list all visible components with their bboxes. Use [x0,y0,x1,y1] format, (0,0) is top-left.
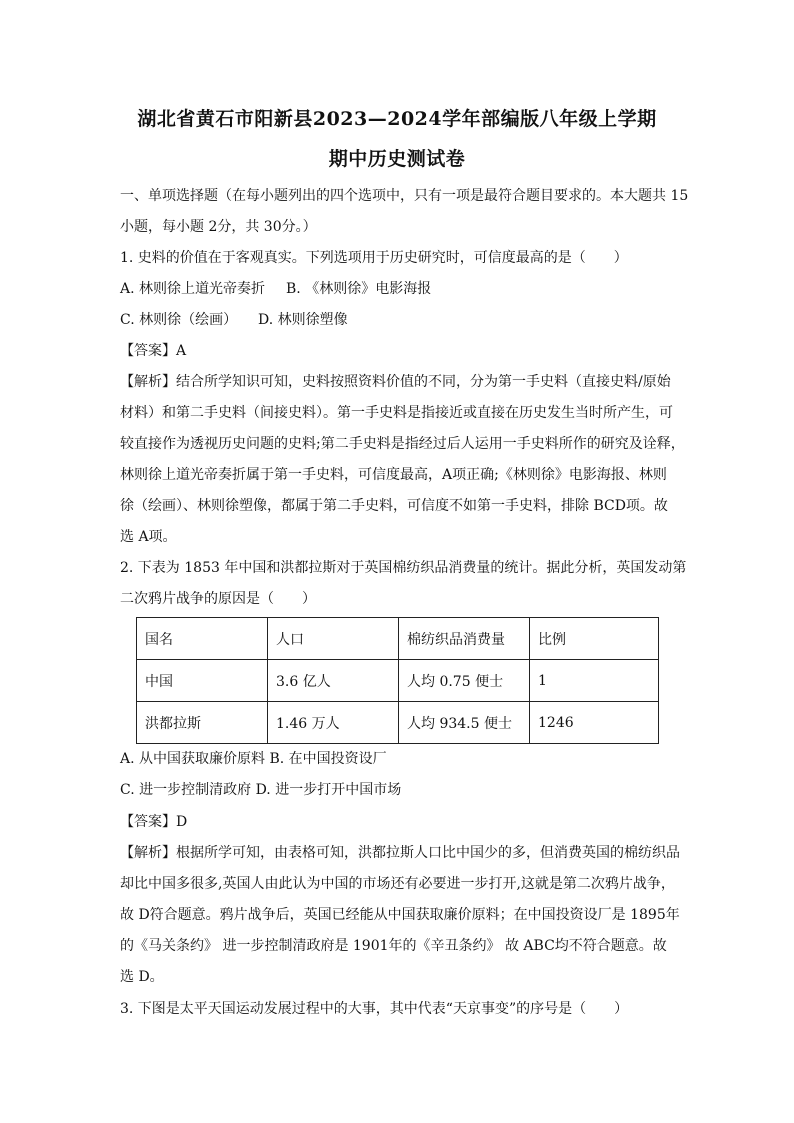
table-cell: 人均 934.5 便士 [399,702,530,744]
section-instruction-line2: 小题，每小题 2分，共 30分。） [120,219,317,235]
table-cell: 人均 0.75 便士 [399,660,530,702]
q2-data-table [136,617,659,744]
table-cell: 1.46 万人 [268,702,399,744]
q2-explain-line: 【解析】根据所学可知，由表格可知，洪都拉斯人口比中国少的多，但消费英国的棉纺织品 [120,845,680,861]
q2-stem-line1: 2. 下表为 1853 年中国和洪都拉斯对于英国棉纺织品消费量的统计。据此分析，英国发动第 [120,560,687,576]
table-cell: 洪都拉斯 [137,702,268,744]
q1-explain-line: 【解析】结合所学知识可知，史料按照资料价值的不同，分为第一手史料（直接史料/原始 [120,374,671,390]
q1-option-d: D. 林则徐塑像 [258,312,348,328]
q1-explain-line: 林则徐上道光帝奏折属于第一手史料，可信度最高，A项正确;《林则徐》电影海报、林则 [120,467,667,483]
q1-options-row2 [120,310,680,330]
q1-stem: 1. 史料的价值在于客观真实。下列选项用于历史研究时，可信度最高的是（ ） [120,250,628,266]
table-row [137,702,659,744]
section-instruction-line1: 一、单项选择题（在每小题列出的四个选项中，只有一项是最符合题目要求的。本大题共 15 [120,188,689,204]
q2-explain-line: 的《马关条约》 进一步控制清政府是 1901年的《辛丑条约》 故 ABC均不符合题意。故 [120,938,667,954]
table-cell: 1 [530,660,659,702]
q2-options-row1: A. 从中国获取廉价原料 B. 在中国投资设厂 [120,751,387,767]
table-cell: 中国 [137,660,268,702]
q1-option-c: C. 林则徐（绘画） [120,312,238,328]
table-cell: 3.6 亿人 [268,660,399,702]
page-title-line1: 湖北省黄石市阳新县2023—2024学年部编版八年级上学期 [137,108,657,130]
q1-explain-line: 选 A项。 [120,529,177,545]
q2-stem-line2: 二次鸦片战争的原因是（ ） [120,591,316,607]
q2-explain-line: 却比中国多很多,英国人由此认为中国的市场还有必要进一步打开,这就是第二次鸦片战争， [120,876,675,892]
q1-explain-line: 徐（绘画）、林则徐塑像，都属于第二手史料，可信度不如第一手史料，排除 BCD项。故 [120,498,668,514]
table-header-cell: 人口 [268,618,399,660]
q2-explain-line: 故 D符合题意。鸦片战争后，英国已经能从中国获取廉价原料；在中国投资设厂是 1895年 [120,907,680,923]
page-title-line2: 期中历史测试卷 [328,148,466,170]
q1-explain-line: 材料）和第二手史料（间接史料）。第一手史料是指接近或直接在历史发生当时所产生，可 [120,405,673,421]
q2-explain-line: 选 D。 [120,969,164,985]
table-header-cell: 比例 [530,618,659,660]
q1-option-b: B. 《林则徐》电影海报 [286,281,432,297]
table-header-row [137,618,659,660]
table-row [137,660,659,702]
table-cell: 1246 [530,702,659,744]
q1-option-a: A. 林则徐上道光帝奏折 [120,281,266,297]
q2-answer: 【答案】D [120,814,188,830]
table-header-cell: 国名 [137,618,268,660]
q1-options-row1 [120,279,680,299]
table-header-cell: 棉纺织品消费量 [399,618,530,660]
q1-answer: 【答案】A [120,343,187,359]
q1-explain-line: 较直接作为透视历史问题的史料;第二手史料是指经过后人运用一手史料所作的研究及诠释， [120,436,685,452]
q3-stem: 3. 下图是太平天国运动发展过程中的大事，其中代表“天京事变”的序号是（ ） [120,1001,629,1017]
q2-options-row2: C. 进一步控制清政府 D. 进一步打开中国市场 [120,782,402,798]
